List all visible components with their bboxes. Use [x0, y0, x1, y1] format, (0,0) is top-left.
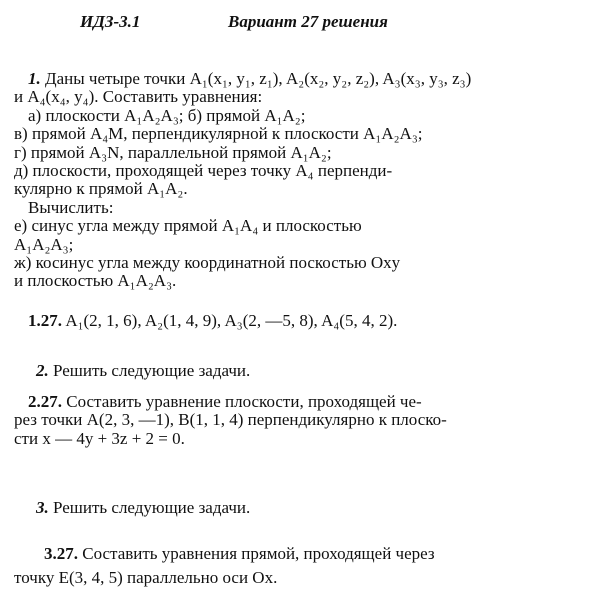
task1-line: и плоскостью A₁A₂A₃. [14, 271, 177, 291]
task3-heading [36, 499, 566, 517]
task1-line: д) плоскости, проходящей через точку A₄ перпенди- [14, 161, 393, 181]
task1-variant [28, 312, 568, 330]
task2-line: сти x — 4y + 3z + 2 = 0. [14, 428, 185, 448]
task3-number: 3. [36, 498, 49, 517]
task1-number: 1. [28, 69, 41, 88]
task1-line: 1. Даны четыре точки A₁(x₁, y₁, z₁), A₂(x₂, y₂, z₂), A₃(x₃, y₃, z₃) [28, 69, 472, 88]
task2-variant-number: 2.27. [28, 392, 62, 411]
task1-line: A₁A₂A₃; [14, 234, 74, 254]
task1-line: и A₄(x₄, y₄). Составить уравнения: [14, 87, 263, 107]
task1-variant-number: 1.27. [28, 311, 62, 330]
task1-line: е) синус угла между прямой A₁A₄ и плоскостью [14, 216, 362, 236]
task1-line: в) прямой A₄M, перпендикулярной к плоскости A₁A₂A₃; [14, 124, 423, 144]
task3-variant-number: 3.27. [44, 544, 78, 563]
task1-line: Вычислить: [28, 197, 114, 217]
task1-variant-points: A₁(2, 1, 6), A₂(1, 4, 9), A₃(2, —5, 8), A₄(5, 4, 2). [65, 311, 398, 330]
task2-number: 2. [36, 361, 49, 380]
task1-line: ж) косинус угла между координатной поскостью Oxy [14, 253, 401, 273]
task3-variant: 3.27. Составить уравнения прямой, проходящей через точку E(3, 4, 5) параллельно оси Ox. [14, 542, 574, 590]
header-variant: Вариант 27 решения [228, 12, 388, 31]
task2-heading [36, 362, 566, 380]
task2-variant: 2.27. Составить уравнение плоскости, проходящей че- рез точки A(2, 3, —1), B(1, 1, 4) перпендикулярно к плоско- сти x — 4y + 3z + 2 = 0. [14, 393, 574, 448]
page-header [80, 12, 388, 32]
task1-line: кулярно к прямой A₁A₂. [14, 179, 188, 199]
task3-title: Решить следующие задачи. [53, 498, 251, 517]
task3-line: точку E(3, 4, 5) параллельно оси Ox. [14, 568, 278, 587]
task2-line: рез точки A(2, 3, —1), B(1, 1, 4) перпендикулярно к плоско- [14, 410, 447, 430]
task1-statement [14, 70, 580, 291]
task2-title: Решить следующие задачи. [53, 361, 251, 380]
task1-line: г) прямой A₃N, параллельной прямой A₁A₂; [14, 142, 332, 162]
header-title: ИДЗ-3.1 [80, 12, 141, 31]
task1-line: а) плоскости A₁A₂A₃; б) прямой A₁A₂; [28, 105, 306, 125]
